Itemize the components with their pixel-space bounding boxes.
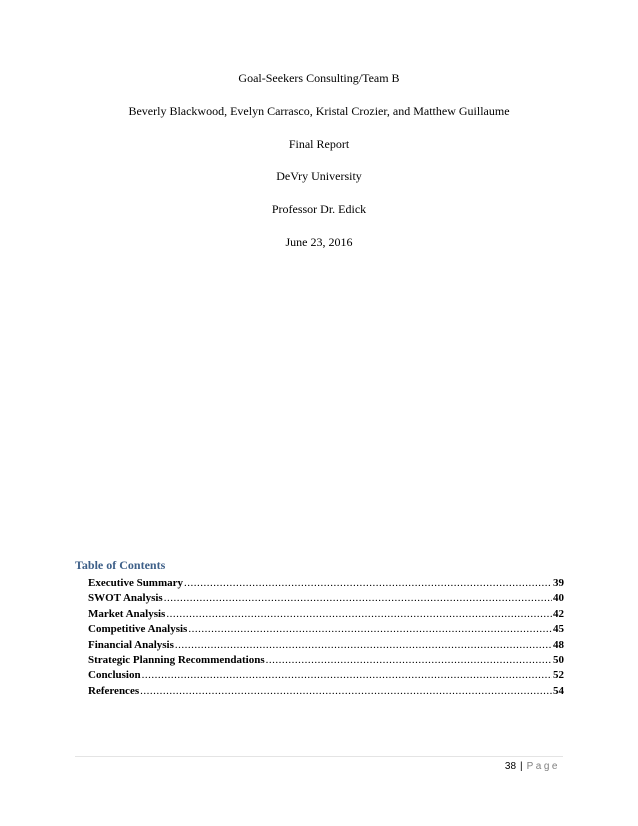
footer-page-number: 38 <box>504 761 517 772</box>
toc-leader-dots <box>142 668 552 683</box>
toc-entry-page: 52 <box>553 669 564 682</box>
toc-entry-page: 39 <box>553 577 564 589</box>
university: DeVry University <box>276 169 362 184</box>
toc-entry-executive-summary[interactable] <box>88 576 564 591</box>
toc-leader-dots <box>166 607 552 622</box>
toc-entry-page: 42 <box>553 607 564 620</box>
footer-page-word: Page <box>526 761 560 772</box>
report-title: Final Report <box>288 136 350 151</box>
toc-entry-page: 54 <box>553 684 564 697</box>
toc-entry-label: References <box>88 684 140 697</box>
toc-entry-page: 40 <box>553 592 564 605</box>
title-block <box>0 72 638 269</box>
toc-leader-dots <box>188 622 552 637</box>
footer-separator: | <box>520 761 523 772</box>
authors: Beverly Blackwood, Evelyn Carrasco, Kristal Crozier, and Matthew Guillaume <box>128 103 510 118</box>
footer-divider <box>75 756 563 757</box>
toc-entry-swot-analysis[interactable] <box>88 591 564 606</box>
toc-entry-label: Executive Summary <box>88 577 184 589</box>
toc-leader-dots <box>140 684 552 699</box>
toc-heading: Table of Contents <box>75 558 166 572</box>
toc-leader-dots <box>164 591 552 606</box>
toc-entry-label: Financial Analysis <box>88 638 174 651</box>
toc-entry-competitive-analysis[interactable] <box>88 622 564 637</box>
toc-entry-market-analysis[interactable] <box>88 607 564 622</box>
toc-entry-page: 48 <box>553 638 564 651</box>
table-of-contents <box>88 576 564 699</box>
toc-leader-dots <box>184 576 552 591</box>
toc-leader-dots <box>266 653 552 668</box>
toc-entry-strategic-planning-recommendations[interactable] <box>88 653 564 668</box>
toc-entry-label: SWOT Analysis <box>88 592 163 605</box>
toc-entry-conclusion[interactable] <box>88 668 564 683</box>
toc-entry-label: Market Analysis <box>88 607 166 620</box>
professor: Professor Dr. Edick <box>271 202 367 217</box>
toc-entry-references[interactable] <box>88 684 564 699</box>
toc-leader-dots <box>175 638 552 653</box>
toc-entry-financial-analysis[interactable] <box>88 638 564 653</box>
toc-entry-page: 45 <box>553 623 564 636</box>
toc-entry-label: Competitive Analysis <box>88 623 188 636</box>
toc-entry-page: 50 <box>553 653 564 666</box>
team-name: Goal-Seekers Consulting/Team B <box>238 71 400 85</box>
toc-entry-label: Conclusion <box>88 669 141 682</box>
page-footer <box>505 761 560 772</box>
toc-entry-label: Strategic Planning Recommendations <box>88 653 265 666</box>
report-date: June 23, 2016 <box>285 234 353 249</box>
